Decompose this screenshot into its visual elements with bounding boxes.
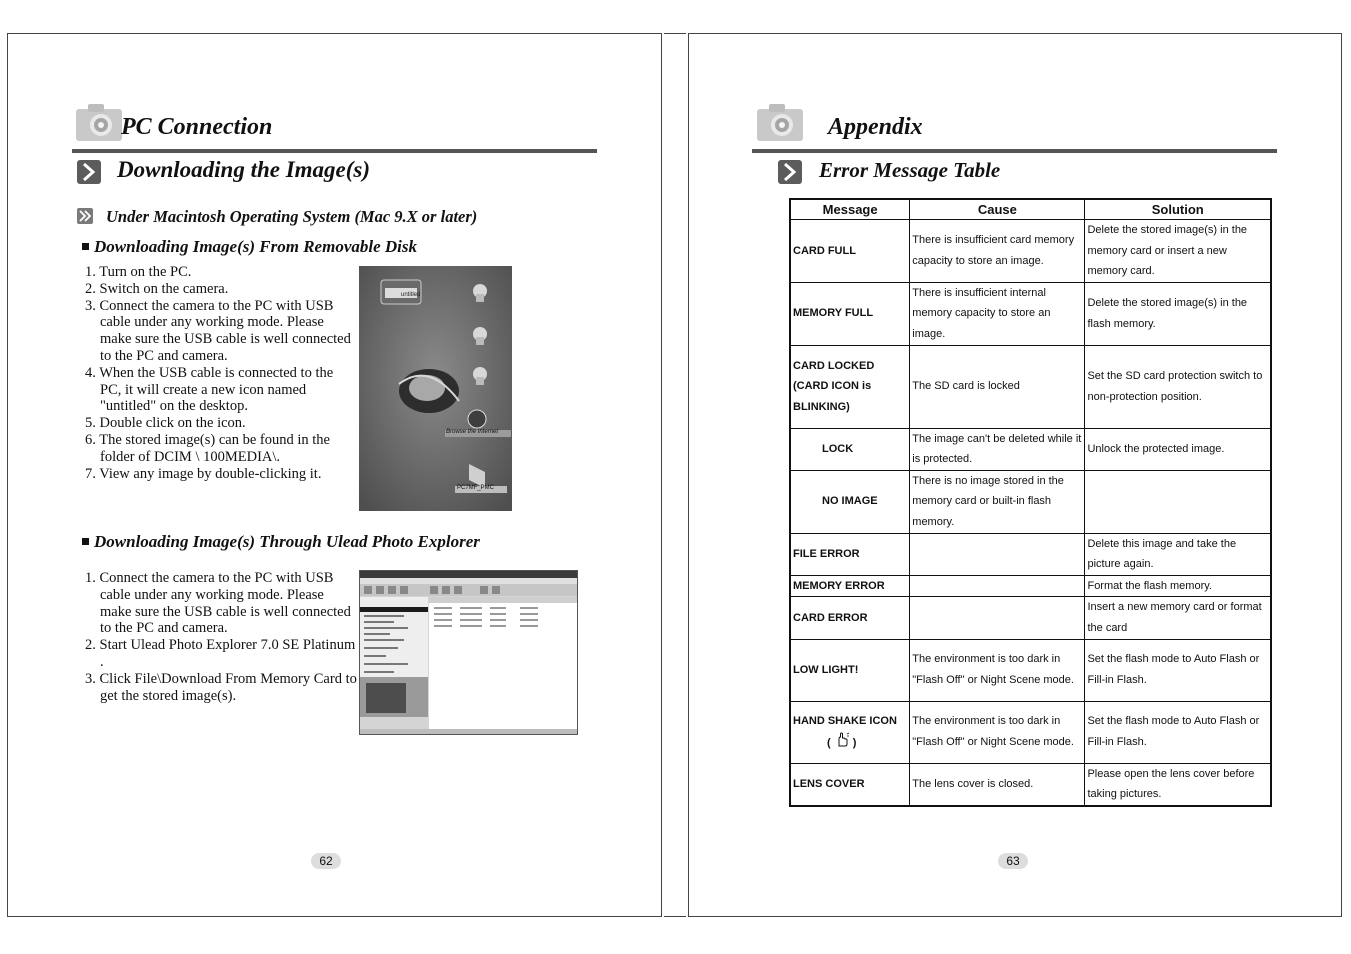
desktop-icon-label: untitled (401, 292, 421, 298)
solution-cell: Set the flash mode to Auto Flash or Fill-in Flash. (1085, 639, 1271, 701)
desktop-icon-label: Browse the Internet (446, 429, 499, 435)
hand-shake-symbol: ( ) (793, 732, 907, 754)
ulead-explorer-screenshot (359, 570, 578, 735)
list-item: 6. The stored image(s) can be found in the folder of DCIM \ 100MEDIA\. (85, 431, 330, 465)
list-item: 5. Double click on the icon. (85, 415, 246, 432)
cause-cell (910, 533, 1085, 575)
section-title: Error Message Table (819, 158, 1001, 182)
list-item: 1. Connect the camera to the PC with USB cable under any working mode. Please make sure the USB cable is well connected to the PC and camera. (85, 570, 351, 637)
cause-cell: There is insufficient internal memory capacity to store an image. (910, 282, 1085, 345)
column-header: Solution (1085, 199, 1271, 220)
cause-cell (910, 597, 1085, 639)
list-item: 4. When the USB cable is connected to the PC, it will create a new icon named "untitled" on the desktop. (85, 364, 334, 415)
list-item: 3. Connect the camera to the PC with USB cable under any working mode. Please make sure the USB cable is well connected to the PC and camera. (85, 297, 351, 364)
message-cell (790, 701, 910, 763)
bullet-square (82, 538, 89, 545)
subsection-removable-disk-label: Downloading Image(s) From Removable Disk (94, 237, 418, 256)
message-cell: LOCK (790, 428, 910, 470)
message-cell: CARD LOCKED (CARD ICON is BLINKING) (790, 345, 910, 428)
cause-cell: The environment is too dark in "Flash Off" or Night Scene mode. (910, 639, 1085, 701)
list-item: 2. Switch on the camera. (85, 280, 229, 297)
table-row (790, 763, 1271, 806)
message-cell: LOW LIGHT! (790, 639, 910, 701)
chapter-title: PC Connection (121, 114, 273, 140)
cause-cell: The image can't be deleted while it is protected. (910, 428, 1085, 470)
solution-cell: Delete the stored image(s) in the memory card or insert a new memory card. (1085, 220, 1271, 283)
page-number: 62 (311, 853, 341, 869)
list-item: 1. Turn on the PC. (85, 264, 192, 280)
list-item: 7. View any image by double-clicking it. (85, 465, 322, 482)
desktop-icon-label: PC7MF_PMC (457, 485, 495, 491)
message-cell: NO IMAGE (790, 470, 910, 533)
table-row (790, 639, 1271, 701)
camera-icon (757, 103, 807, 143)
chevron-right-icon (778, 160, 802, 184)
bullet-square (82, 243, 89, 250)
gutter-bottom-line (664, 916, 686, 917)
cause-cell: There is no image stored in the memory card or built-in flash memory. (910, 470, 1085, 533)
cause-cell: There is insufficient card memory capacity to store an image. (910, 220, 1085, 283)
subsection-removable-disk (82, 237, 417, 257)
solution-cell: Delete the stored image(s) in the flash memory. (1085, 282, 1271, 345)
gutter-top-line (664, 33, 686, 34)
chevron-double-icon (77, 208, 93, 224)
subsection-ulead-label: Downloading Image(s) Through Ulead Photo Explorer (94, 532, 480, 551)
table-row (790, 701, 1271, 763)
hand-shake-icon (834, 732, 850, 748)
solution-cell: Insert a new memory card or format the card (1085, 597, 1271, 639)
message-cell: MEMORY FULL (790, 282, 910, 345)
table-row (790, 470, 1271, 533)
table-row (790, 597, 1271, 639)
error-message-table (789, 198, 1272, 807)
camera-icon (76, 103, 126, 143)
chapter-rule (752, 149, 1277, 153)
chevron-right-icon (77, 160, 101, 184)
solution-cell: Unlock the protected image. (1085, 428, 1271, 470)
cause-cell: The environment is too dark in "Flash Off" or Night Scene mode. (910, 701, 1085, 763)
table-row (790, 345, 1271, 428)
table-row (790, 533, 1271, 575)
solution-cell: Please open the lens cover before taking pictures. (1085, 763, 1271, 806)
column-header: Message (790, 199, 910, 220)
chapter-title: Appendix (828, 114, 923, 140)
table-row (790, 575, 1271, 597)
solution-cell: Format the flash memory. (1085, 575, 1271, 597)
table-header-row (790, 199, 1271, 220)
subsection-ulead (82, 532, 480, 552)
table-row (790, 428, 1271, 470)
message-cell: CARD ERROR (790, 597, 910, 639)
solution-cell: Set the SD card protection switch to non-protection position. (1085, 345, 1271, 428)
chapter-rule (72, 149, 597, 153)
solution-cell (1085, 470, 1271, 533)
os-heading: Under Macintosh Operating System (Mac 9.X or later) (106, 207, 478, 226)
cause-cell: The SD card is locked (910, 345, 1085, 428)
ulead-steps (85, 570, 357, 704)
solution-cell: Delete this image and take the picture again. (1085, 533, 1271, 575)
page-number: 63 (998, 853, 1028, 869)
section-title: Downloading the Image(s) (117, 157, 371, 182)
message-cell: FILE ERROR (790, 533, 910, 575)
solution-cell: Set the flash mode to Auto Flash or Fill-in Flash. (1085, 701, 1271, 763)
removable-disk-steps (85, 264, 357, 482)
column-header: Cause (910, 199, 1085, 220)
table-row (790, 220, 1271, 283)
table-row (790, 282, 1271, 345)
cause-cell: The lens cover is closed. (910, 763, 1085, 806)
list-item: 3. Click File\Download From Memory Card to get the stored image(s). (85, 670, 357, 704)
message-cell: LENS COVER (790, 763, 910, 806)
list-item: 2. Start Ulead Photo Explorer 7.0 SE Platinum . (85, 637, 356, 670)
message-label: HAND SHAKE ICON (793, 714, 897, 727)
cause-cell (910, 575, 1085, 597)
message-cell: CARD FULL (790, 220, 910, 283)
message-cell: MEMORY ERROR (790, 575, 910, 597)
mac-desktop-screenshot (359, 266, 512, 511)
